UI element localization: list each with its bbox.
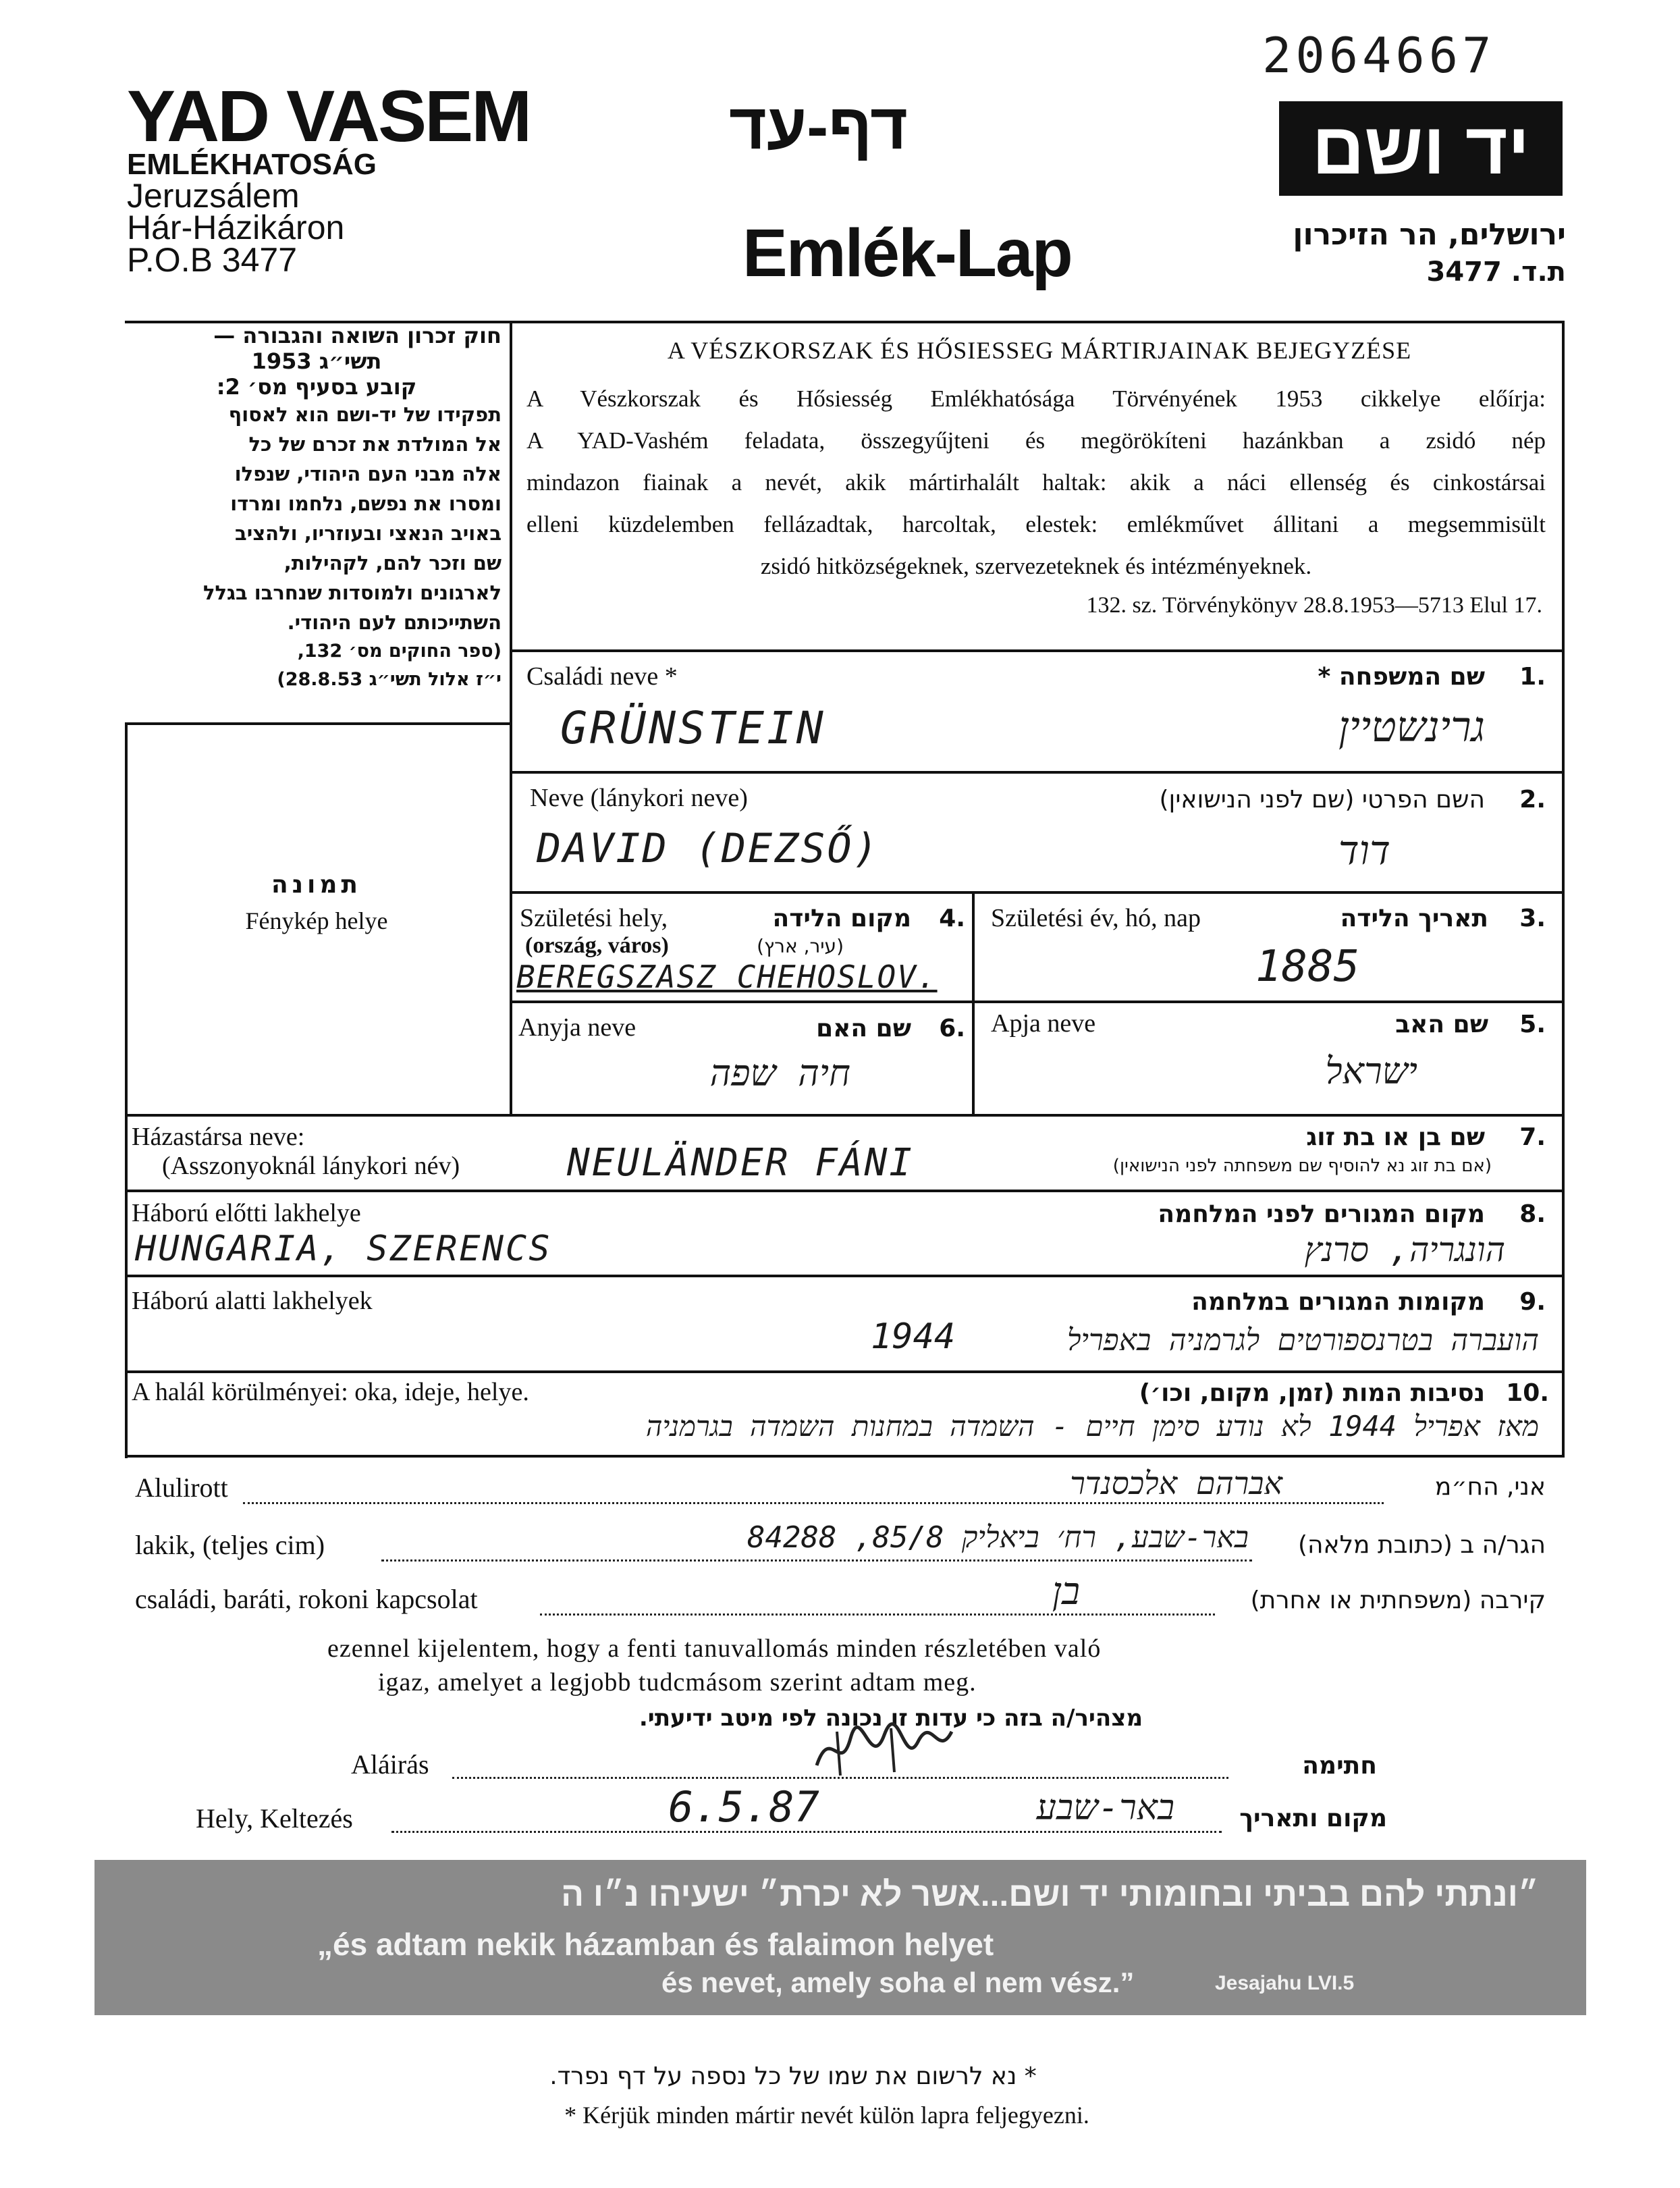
declarant-relation-hebrew: קירבה (משפחתית או אחרת) [1250, 1586, 1546, 1614]
photo-hebrew: תמונה [271, 871, 362, 899]
signature-scribble[interactable] [810, 1718, 958, 1779]
law-line: לארגונים ולמוסדות שנחרבו בגלל [202, 581, 502, 604]
dotted-line [381, 1559, 1252, 1562]
law-source-1: (ספר החוקים מס׳ 132, [297, 641, 502, 662]
field-10-value-hebrew[interactable]: מאז אפריל 1944 לא נודע סימן חיים - השמדה במחנות השמדה בגרמניה [645, 1410, 1539, 1443]
row-divider [125, 1114, 1565, 1117]
field-2-value-hebrew[interactable]: דוד [1338, 827, 1390, 874]
form-right-border [1562, 321, 1565, 1455]
date-value[interactable]: 6.5.87 [668, 1782, 819, 1832]
org-city: Jeruzsálem [127, 177, 300, 215]
field-3-label: Születési év, hó, nap [991, 904, 1201, 932]
logo-text: יד ושם [1311, 107, 1530, 189]
field-9-label: Háború alatti lakhelyek [132, 1287, 373, 1315]
yad-vashem-logo [1279, 101, 1563, 196]
title-hungarian: Emlék-Lap [742, 215, 1072, 291]
law-line: באויב הנאצי ובעוזריו, ולהציב [235, 522, 502, 545]
declarant-relation-value[interactable]: בן [1052, 1570, 1080, 1613]
field-10-label: A halál körülményei: oka, ideje, helye. [132, 1378, 529, 1406]
field-7-hebrew-2: (אם בת זוג נא להוסיף שם משפחתה לפני הנישואין) [1112, 1156, 1492, 1176]
quote-banner [94, 1860, 1586, 2015]
law-line: אלה מבני העם היהודי, שנפלו [234, 462, 502, 485]
field-6-hebrew: שם האם [816, 1015, 911, 1042]
field-10-hebrew: נסיבות המות (זמן, מקום, וכו׳) [1139, 1379, 1485, 1407]
field-9-value[interactable]: 1944 [871, 1316, 956, 1357]
row-divider [510, 771, 1565, 774]
field-4-label-2: (ország, város) [525, 933, 669, 958]
declarant-address-value[interactable]: באר-שבע, רח׳ ביאליק 85/8, 84288 [747, 1520, 1249, 1555]
org-name: YAD VASEM [127, 75, 531, 157]
field-1-number: .1 [1519, 663, 1546, 691]
intro-line: A YAD-Vashém feladata, összegyűjteni és megörökíteni hazánkban a zsidó nép [526, 427, 1546, 454]
declarant-address-label: lakik, (teljes cim) [135, 1530, 325, 1560]
field-7-label: Házastársa neve: [132, 1123, 305, 1151]
declarant-name-value[interactable]: אברהם אלכסנדר [1070, 1465, 1282, 1501]
footer-hungarian: * Kérjük minden mártir nevét külön lapra feljegyezni. [564, 2102, 1089, 2129]
intro-line: zsidó hitközségeknek, szervezeteknek és intézményeknek. [760, 553, 1312, 579]
field-4-value[interactable]: BEREGSZASZ CHEHOSLOV. [516, 959, 938, 995]
field-9-value-hebrew[interactable]: הועברה בטרנספורטים לגרמניה באפריל [1066, 1323, 1539, 1358]
field-5-value-hebrew[interactable]: ישראל [1325, 1050, 1417, 1092]
serial-number: 2064667 [1262, 27, 1496, 84]
field-9-number: .9 [1519, 1288, 1546, 1316]
field-3-number: .3 [1519, 905, 1546, 932]
field-2-value[interactable]: DAVID (DEZSŐ) [537, 825, 880, 872]
field-7-hebrew: שם בן או בת זוג [1306, 1123, 1485, 1151]
declarant-name-label: Alulirott [135, 1472, 228, 1503]
org-pobox: P.O.B 3477 [127, 241, 298, 279]
statement-line-2: igaz, amelyet a legjobb tudcmásom szerint adtam meg. [378, 1668, 977, 1697]
row-divider [510, 891, 1565, 894]
field-7-number: .7 [1519, 1123, 1546, 1151]
law-box-bottom [125, 722, 510, 725]
field-2-label: Neve (lánykori neve) [530, 784, 748, 812]
field-7-label-2: (Asszonyoknál lánykori név) [162, 1152, 460, 1180]
field-3-hebrew: תאריך הלידה [1340, 905, 1488, 932]
field-6-value-hebrew[interactable]: חיה שפה [709, 1052, 850, 1094]
law-box [132, 323, 502, 694]
field-1-hebrew: שם המשפחה * [1318, 663, 1485, 691]
field-1-value[interactable]: GRÜNSTEIN [560, 702, 826, 754]
footer-hebrew: * נא לרשום את שמו של כל נספה על דף נפרד. [549, 2062, 1037, 2090]
intro-citation: 132. sz. Törvénykönyv 28.8.1953—5713 Elul 17. [1086, 593, 1542, 618]
field-1-label: Családi neve * [526, 662, 678, 691]
field-8-number: .8 [1519, 1200, 1546, 1228]
field-8-value[interactable]: HUNGARIA, SZERENCS [135, 1229, 552, 1269]
signature-label: Aláirás [351, 1749, 429, 1780]
field-2-number: .2 [1519, 786, 1546, 813]
org-subtitle: EMLÉKHATOSÁG [127, 148, 377, 181]
org-location: Hár-Házikáron [127, 209, 345, 246]
law-clause: קובע בסעיף מס׳ 2: [216, 374, 417, 400]
field-5-label: Apja neve [991, 1009, 1096, 1038]
banner-source: Jesajahu LVI.5 [1215, 1972, 1355, 1994]
form-left-border [125, 722, 128, 1458]
banner-line-2: és nevet, amely soha el nem vész.” [661, 1967, 1135, 1998]
field-4-hebrew: מקום הלידה [772, 905, 911, 932]
row-divider [125, 1275, 1565, 1277]
field-6-number: .6 [939, 1015, 965, 1042]
field-9-hebrew: מקומות המגורים במלחמה [1191, 1288, 1485, 1316]
intro-heading: A VÉSZKORSZAK ÉS HŐSIESSEG MÁRTIRJAINAK BEJEGYZÉSE [667, 337, 1412, 364]
declarant-relation-label: családi, baráti, rokoni kapcsolat [135, 1584, 478, 1614]
field-5-number: .5 [1519, 1011, 1546, 1038]
declarant-name-hebrew: אני, הח״מ [1434, 1473, 1546, 1501]
banner-hebrew: ״ונתתי להם בביתי ובחומותי יד ושם...אשר לא יכרת״ ישעיהו נ״ו ה [561, 1875, 1539, 1913]
intro-line: mindazon fiainak a nevét, akik mártirhalált haltak: akik a náci ellenség és cinkostársai [526, 469, 1546, 496]
place-value[interactable]: באר-שבע [1036, 1788, 1174, 1828]
field-1-value-hebrew[interactable]: גרינשטיין [1338, 702, 1485, 751]
row-divider [125, 1370, 1565, 1373]
signature-hebrew: חתימה [1302, 1752, 1377, 1780]
law-line: שם וזכר להם, לקהילות, [283, 552, 502, 575]
row-divider [125, 1190, 1565, 1192]
intro-line: A Vészkorszak és Hősiesség Emlékhatósága Törvényének 1953 cikkelye előírja: [526, 385, 1546, 412]
field-8-value-hebrew[interactable]: הונגריה, סרנץ [1304, 1230, 1505, 1269]
field-10-number: .10 [1506, 1379, 1549, 1407]
law-source-2: י״ז אלול תשי״ג 28.8.53) [277, 669, 502, 690]
law-line: תפקידו של יד-ושם הוא לאסוף [228, 403, 502, 426]
statement-line-1: ezennel kijelentem, hogy a fenti tanuvallomás minden részletében való [327, 1634, 1102, 1663]
place-date-hebrew: מקום ותאריך [1239, 1805, 1387, 1832]
signature-graphic [810, 1718, 958, 1779]
field-2-hebrew: השם הפרטי (שם לפני הנישואין) [1159, 786, 1485, 813]
banner-line-1: „és adtam nekik házamban és falaimon helyet [317, 1927, 994, 1962]
address-hebrew-1: ירושלים, הר הזיכרון [1293, 217, 1566, 252]
declarant-address-hebrew: הגר/ה ב (כתובת מלאה) [1297, 1531, 1546, 1559]
statement-hebrew: מצהיר/ה בזה כי עדות זו נכונה לפי מיטב ידיעתי. [639, 1705, 1143, 1732]
law-line: ומסרו את נפשם, נלחמו ומרדו [230, 492, 502, 515]
field-6-label: Anyja neve [518, 1013, 636, 1042]
place-date-label: Hely, Keltezés [196, 1803, 353, 1834]
left-column-divider [510, 321, 512, 1114]
field-8-label: Háború előtti lakhelye [132, 1199, 361, 1227]
field-5-hebrew: שם האב [1395, 1011, 1488, 1038]
field-4-number: .4 [939, 905, 965, 932]
field-7-value[interactable]: NEULÄNDER FÁNI [567, 1141, 915, 1185]
dotted-line [540, 1613, 1215, 1616]
law-year: תשי״ג 1953 [251, 348, 382, 374]
title-hebrew: דף-עד [729, 90, 908, 163]
field-4-label: Születési hely, [520, 904, 668, 932]
field-3-value[interactable]: 1885 [1255, 942, 1360, 992]
field-4-hebrew-2: (עיר, ארץ) [757, 935, 844, 957]
row-divider [510, 1000, 1565, 1003]
intro-line: elleni küzdelemben fellázadtak, harcoltak, elestek: emlékművet állitani a megsemmisült [526, 511, 1546, 537]
law-line: השתייכותם לעם היהודי. [287, 611, 502, 634]
intro-body [526, 378, 1546, 587]
law-line: אל המולדת את זכרם של כל [248, 433, 502, 456]
address-hebrew-2: ת.ד. 3477 [1426, 257, 1566, 288]
photo-label: Fénykép helye [245, 907, 388, 934]
dotted-line [243, 1502, 1384, 1504]
field-8-hebrew: מקום המגורים לפני המלחמה [1158, 1200, 1485, 1228]
law-title: חוק זכרון השואה והגבורה — [213, 323, 502, 348]
row-divider [510, 649, 1565, 652]
form-bottom-border [125, 1455, 1565, 1458]
